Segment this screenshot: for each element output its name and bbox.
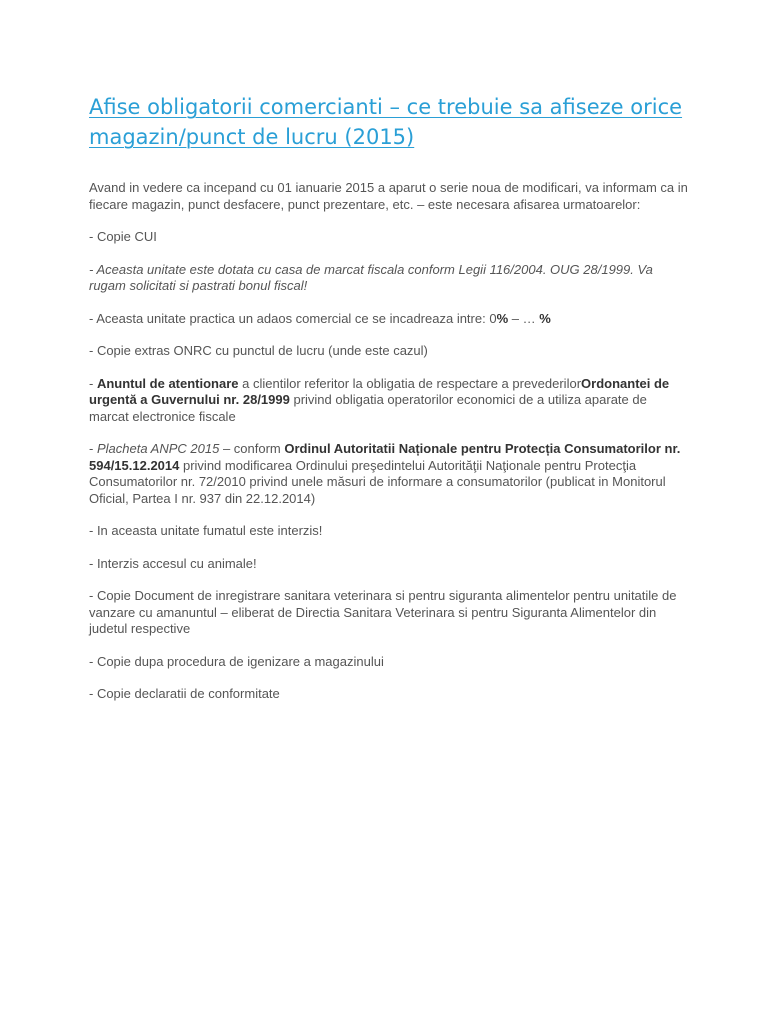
list-item-declaratii: - Copie declaratii de conformitate bbox=[89, 686, 280, 701]
placheta-italic: Placheta ANPC 2015 bbox=[96, 441, 220, 456]
anunt-bold-2: Ordonantei de urgentă a Guvernului nr. 28/1999 bbox=[89, 375, 670, 407]
adaos-text: - Aceasta unitate practica un adaos comercial ce se incadreaza intre: 0 bbox=[89, 310, 497, 326]
list-item-placheta bbox=[89, 441, 689, 507]
casa-marcat-text: - Aceasta unitate este dotata cu casa de marcat fiscala conform Legii 116/2004. OUG 28/1999. Va rugam solicitati si pastrati bonul fiscal! bbox=[89, 261, 653, 293]
adaos-mid: – … bbox=[508, 310, 540, 326]
list-item-onrc: - Copie extras ONRC cu punctul de lucru (unde este cazul) bbox=[89, 343, 428, 358]
anunt-dash: - bbox=[89, 375, 97, 391]
adaos-percent-2: % bbox=[539, 310, 551, 326]
adaos-percent-1: % bbox=[496, 310, 509, 326]
anunt-text-1: a clientilor referitor la obligatia de respectare a prevederilor bbox=[238, 375, 582, 391]
anunt-text-2: privind obligatia operatorilor economici de a utiliza aparate de marcat electronice fiscale bbox=[89, 392, 647, 424]
placheta-text-2: privind modificarea Ordinului preşedintelui Autorităţii Naţionale pentru Protecţia Consumatorilor nr. 72/2010 privind unele măsuri de informare a consumatorilor (publicat in Monitorul Oficial, Partea I nr. 937 din 22.12.2014) bbox=[89, 457, 666, 506]
placheta-dash: - bbox=[89, 441, 97, 456]
intro-paragraph: Avand in vedere ca incepand cu 01 ianuarie 2015 a aparut o serie noua de modificari, va informam ca in fiecare magazin, punct desfacere, punct prezentare, etc. – este necesara afisarea urmatoarelor: bbox=[89, 180, 688, 212]
list-item-igienizare: - Copie dupa procedura de igenizare a magazinului bbox=[89, 653, 384, 669]
list-item-animale: - Interzis accesul cu animale! bbox=[89, 555, 257, 571]
placheta-text-1: – conform bbox=[219, 441, 285, 456]
document-page bbox=[89, 92, 689, 719]
list-item-casa-marcat bbox=[89, 262, 689, 295]
document-title[interactable]: Afise obligatorii comercianti – ce trebuie sa afiseze orice magazin/punct de lucru (2015) bbox=[89, 95, 683, 149]
list-item-anunt bbox=[89, 376, 689, 426]
list-item-adaos bbox=[89, 311, 689, 328]
list-item-cui: - Copie CUI bbox=[89, 229, 157, 244]
anunt-bold-1: Anuntul de atentionare bbox=[96, 375, 239, 391]
placheta-bold: Ordinul Autoritatii Naționale pentru Protecția Consumatorilor nr. 594/15.12.2014 bbox=[89, 441, 681, 473]
list-item-sanitara: - Copie Document de inregistrare sanitara veterinara si pentru siguranta alimentelor pentru unitatile de vanzare cu amanuntul – eliberat de Directia Sanitara Veterinara si pentru Siguranta Alimentelor din judetul respective bbox=[89, 588, 677, 636]
list-item-fumat: - In aceasta unitate fumatul este interzis! bbox=[89, 523, 323, 538]
document-body bbox=[89, 180, 689, 703]
